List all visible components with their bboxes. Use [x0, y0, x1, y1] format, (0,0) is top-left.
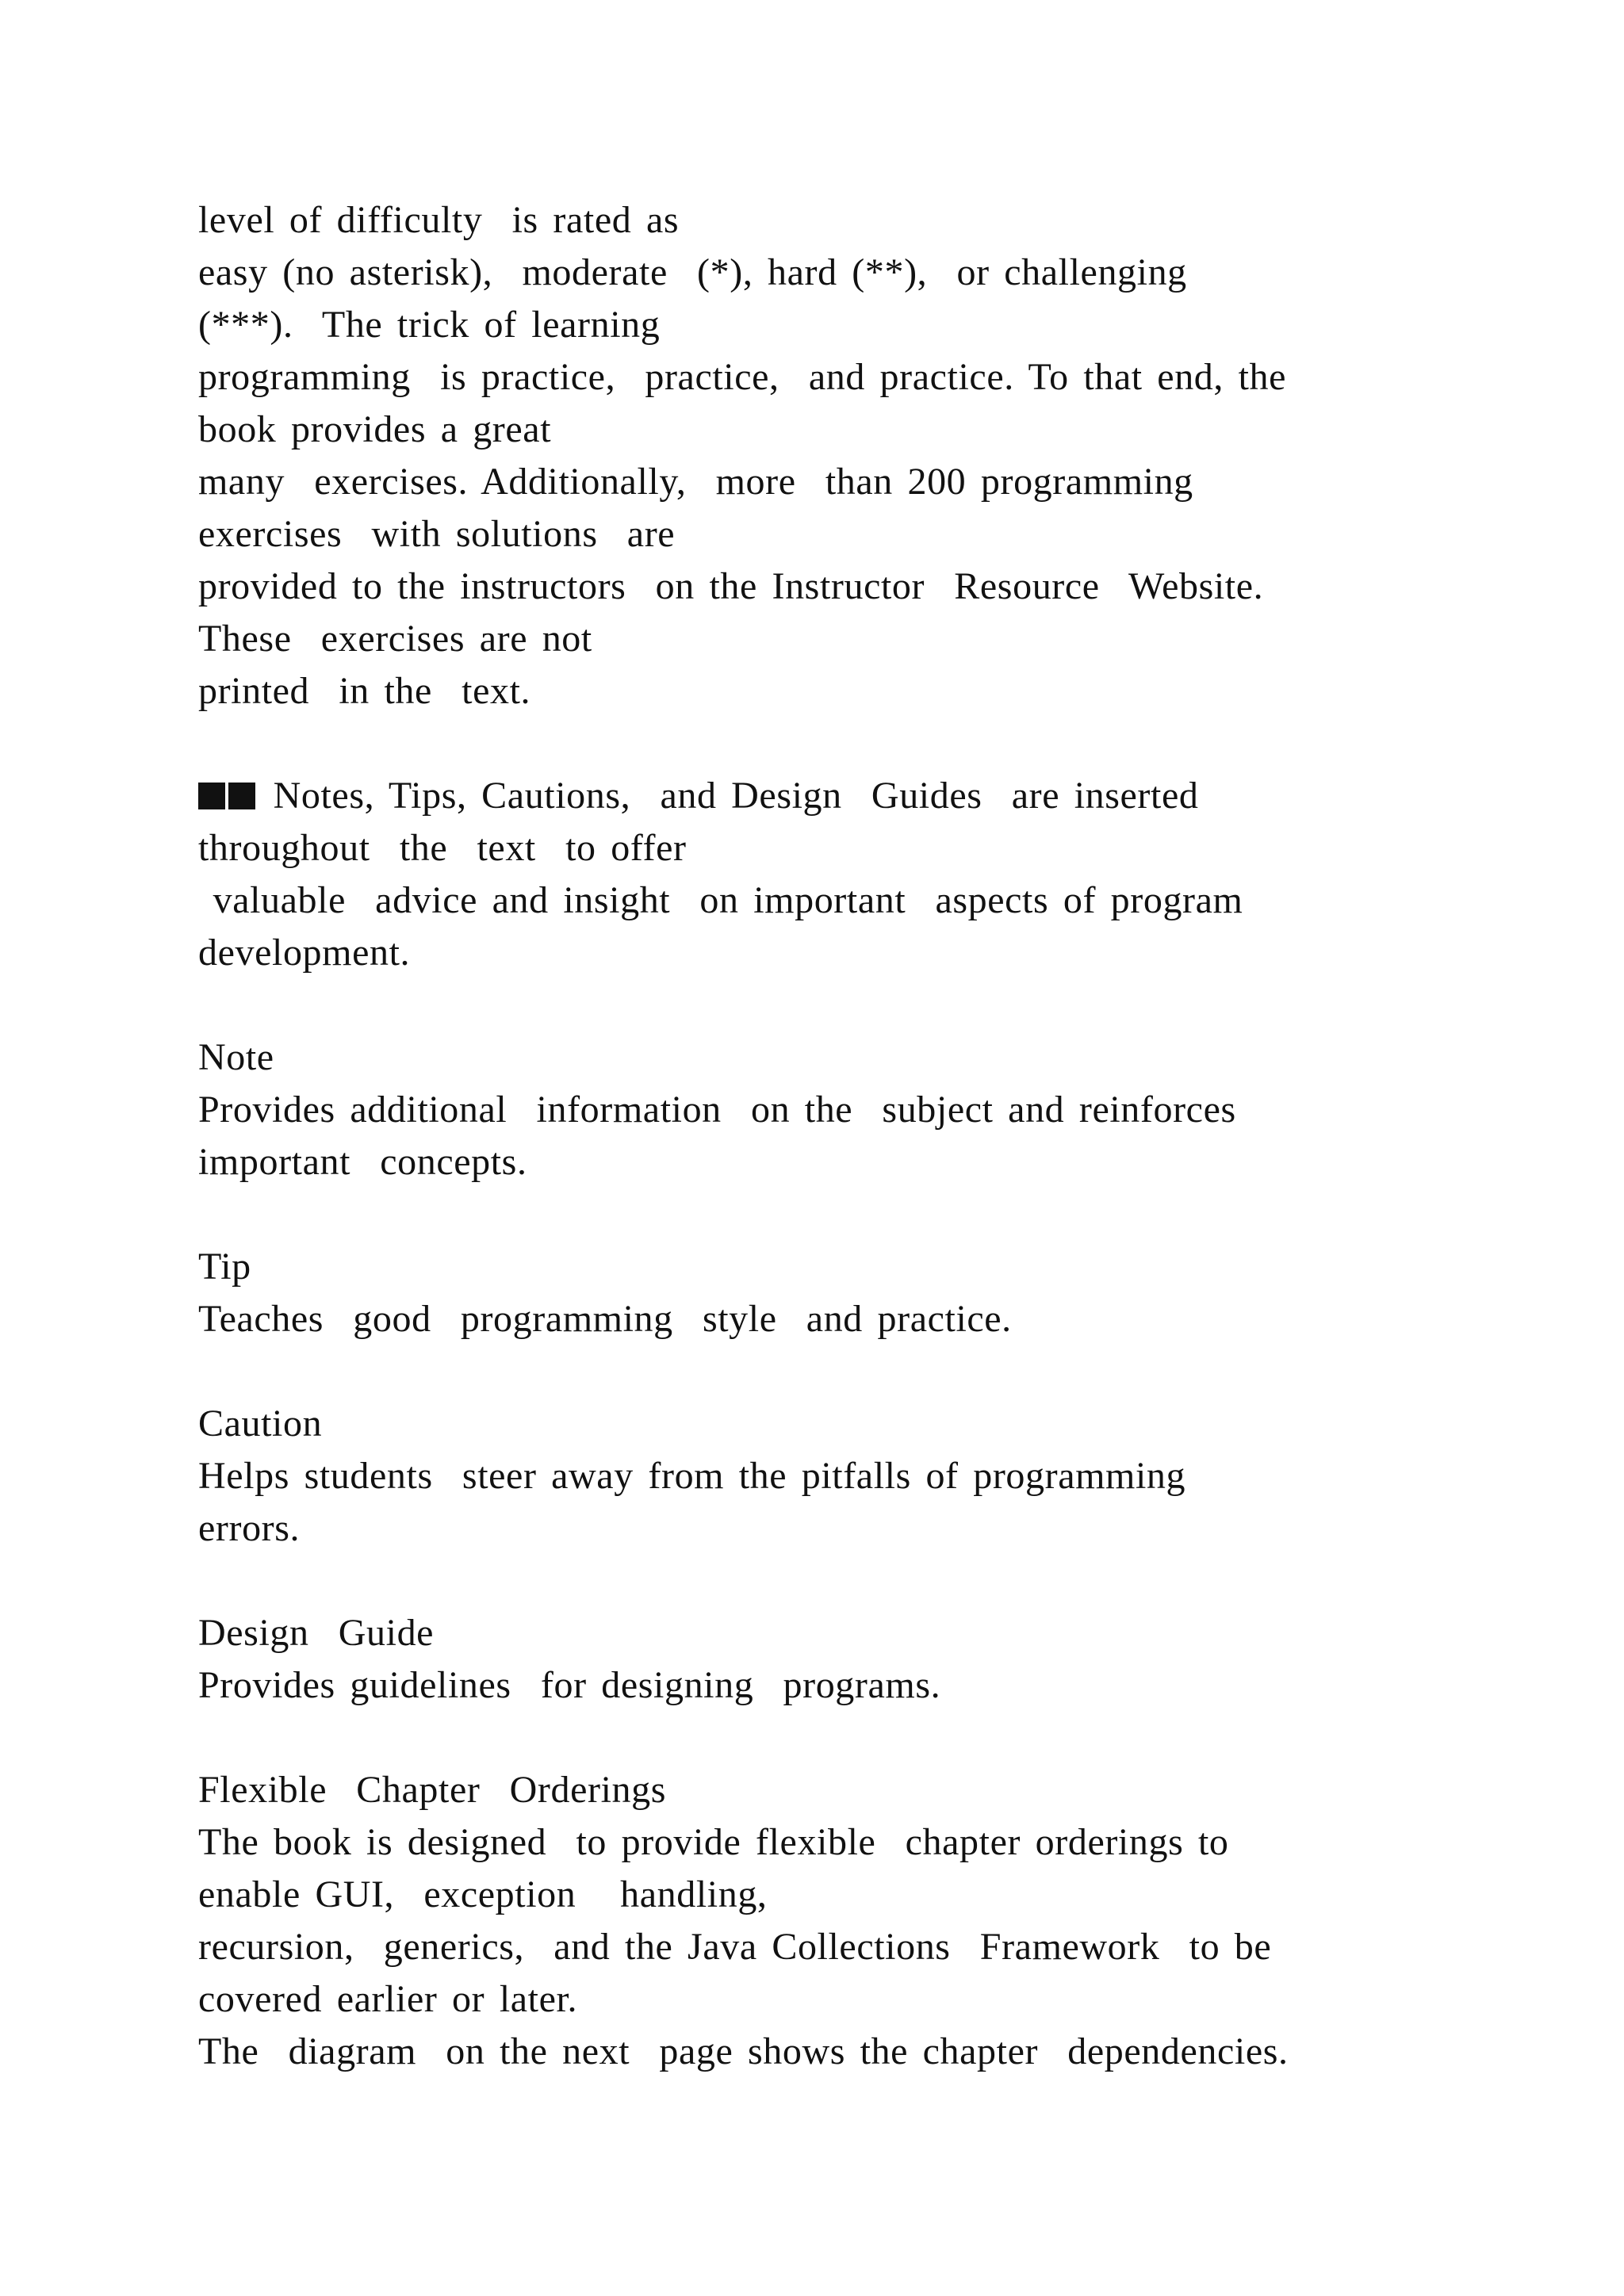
flexible-orderings-heading: Flexible Chapter Orderings — [198, 1769, 667, 1811]
text-line: many exercises. Additionally, more than 200 programming — [198, 461, 1193, 503]
text-line: covered earlier or later. — [198, 1978, 578, 2020]
document-body — [198, 194, 1546, 2078]
bullet-text: Notes, Tips, Cautions, and Design Guides are inserted — [273, 775, 1199, 817]
caution-heading: Caution — [198, 1402, 323, 1445]
text-line: programming is practice, practice, and practice. To that end, the — [198, 356, 1287, 398]
text-line: development. — [198, 932, 411, 974]
text-line: Teaches good programming style and practice. — [198, 1298, 1012, 1340]
paragraph-gap — [198, 1345, 1546, 1398]
text-line: book provides a great — [198, 408, 552, 450]
text-line: Helps students steer away from the pitfalls of programming — [198, 1455, 1186, 1497]
bullet-square-icon — [198, 783, 225, 809]
text-line: level of difficulty is rated as — [198, 199, 680, 241]
text-line: valuable advice and insight on important aspects of program — [198, 879, 1243, 921]
tip-heading: Tip — [198, 1246, 251, 1288]
text-line: enable GUI, exception handling, — [198, 1873, 768, 1915]
text-line: errors. — [198, 1507, 301, 1549]
paragraph-gap — [198, 979, 1546, 1031]
text-line: The book is designed to provide flexible chapter orderings to — [198, 1821, 1229, 1863]
bullet-square-icon — [228, 783, 255, 809]
text-line: provided to the instructors on the Instructor Resource Website. — [198, 565, 1264, 607]
paragraph-gap — [198, 1555, 1546, 1607]
text-line: These exercises are not — [198, 618, 592, 660]
text-line: throughout the text to offer — [198, 827, 687, 869]
text-line: exercises with solutions are — [198, 513, 676, 555]
paragraph-gap — [198, 718, 1546, 770]
text-line: printed in the text. — [198, 670, 531, 712]
note-heading: Note — [198, 1036, 274, 1078]
text-line: important concepts. — [198, 1141, 527, 1183]
text-line: (***). The trick of learning — [198, 304, 661, 346]
paragraph-gap — [198, 1188, 1546, 1241]
bullet-line — [198, 770, 1546, 822]
paragraph-gap — [198, 1712, 1546, 1764]
text-line: Provides additional information on the subject and reinforces — [198, 1089, 1236, 1131]
design-guide-heading: Design Guide — [198, 1612, 435, 1654]
text-line: The diagram on the next page shows the chapter dependencies. — [198, 2030, 1289, 2072]
text-line: easy (no asterisk), moderate (*), hard (**), or challenging — [198, 251, 1187, 293]
text-line: Provides guidelines for designing programs. — [198, 1664, 941, 1706]
text-line: recursion, generics, and the Java Collections Framework to be — [198, 1926, 1272, 1968]
